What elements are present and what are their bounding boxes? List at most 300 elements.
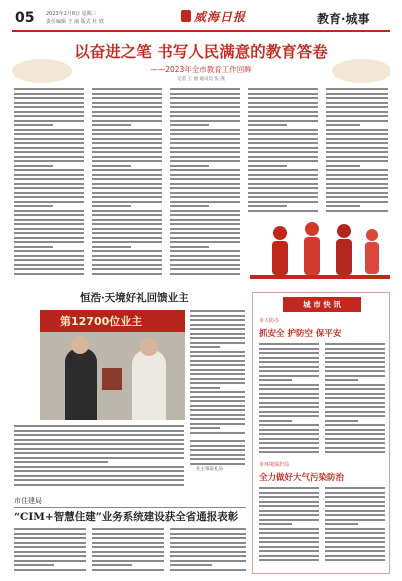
text-line bbox=[92, 178, 162, 180]
text-line bbox=[248, 88, 318, 90]
text-line bbox=[259, 438, 319, 440]
page-header bbox=[0, 0, 402, 36]
text-line bbox=[170, 205, 209, 207]
lead-decoration bbox=[12, 36, 390, 86]
text-line bbox=[326, 151, 388, 153]
city-news-title: 城 市 快 讯 bbox=[283, 297, 361, 312]
text-line bbox=[92, 537, 164, 539]
text-line bbox=[170, 237, 240, 239]
text-line bbox=[248, 174, 318, 176]
text-line bbox=[325, 546, 385, 548]
text-line bbox=[259, 375, 319, 377]
text-line bbox=[170, 183, 240, 185]
text-line bbox=[92, 210, 162, 212]
text-line bbox=[325, 442, 385, 444]
text-line bbox=[259, 415, 319, 417]
text-line bbox=[259, 352, 319, 354]
photo-banner bbox=[40, 310, 185, 332]
text-line bbox=[190, 360, 245, 362]
text-line bbox=[170, 569, 246, 571]
text-line bbox=[326, 93, 388, 95]
text-line bbox=[248, 133, 318, 135]
text-line bbox=[92, 555, 164, 557]
text-line bbox=[190, 400, 245, 402]
text-line bbox=[92, 201, 162, 203]
text-line bbox=[190, 346, 220, 348]
text-line bbox=[325, 379, 358, 381]
text-line bbox=[170, 546, 246, 548]
masthead-emblem-icon bbox=[181, 10, 191, 22]
text-line bbox=[190, 463, 245, 465]
text-line bbox=[170, 169, 240, 171]
feature-headline: 恒浩·天境好礼回馈业主 bbox=[80, 292, 189, 304]
text-line bbox=[14, 214, 84, 216]
text-line bbox=[190, 418, 245, 420]
bottom-headline: “CIM+智慧住建”业务系统建设获全省通报表彰 bbox=[14, 511, 239, 523]
text-line bbox=[92, 569, 164, 571]
text-line bbox=[170, 129, 240, 131]
text-line bbox=[14, 187, 84, 189]
text-line bbox=[325, 411, 385, 413]
text-line bbox=[170, 533, 246, 535]
text-line bbox=[14, 475, 184, 477]
city-news-item-body bbox=[259, 343, 319, 456]
lead-headline: 以奋进之笔 书写人民满意的教育答卷 bbox=[74, 42, 328, 61]
text-line bbox=[248, 147, 318, 149]
text-line bbox=[326, 129, 388, 131]
text-line bbox=[325, 424, 385, 426]
text-line bbox=[14, 183, 84, 185]
photo-gift-box bbox=[102, 368, 122, 390]
text-line bbox=[14, 250, 84, 252]
text-line bbox=[259, 505, 319, 507]
text-line bbox=[92, 241, 162, 243]
text-line bbox=[326, 147, 388, 149]
text-line bbox=[170, 560, 246, 562]
text-line bbox=[92, 174, 162, 176]
lead-column-2 bbox=[92, 88, 162, 277]
text-line bbox=[325, 510, 385, 512]
text-line bbox=[326, 120, 388, 122]
text-line bbox=[190, 355, 245, 357]
photo-person-left-head bbox=[71, 336, 89, 354]
text-line bbox=[248, 129, 318, 131]
date-line: 2023年2月8日 星期三 bbox=[46, 11, 97, 17]
text-line bbox=[259, 397, 319, 399]
text-line bbox=[326, 142, 388, 144]
text-line bbox=[325, 447, 385, 449]
text-line bbox=[170, 93, 240, 95]
text-line bbox=[190, 440, 245, 442]
text-line bbox=[170, 232, 240, 234]
text-line bbox=[14, 151, 84, 153]
text-line bbox=[248, 178, 318, 180]
text-line bbox=[326, 133, 388, 135]
text-line bbox=[325, 420, 358, 422]
text-line bbox=[325, 438, 385, 440]
text-line bbox=[190, 445, 245, 447]
text-line bbox=[170, 210, 240, 212]
text-line bbox=[259, 388, 319, 390]
text-line bbox=[325, 433, 385, 435]
text-line bbox=[259, 550, 319, 552]
text-line bbox=[259, 348, 319, 350]
text-line bbox=[170, 102, 240, 104]
text-line bbox=[92, 115, 162, 117]
text-line bbox=[325, 388, 385, 390]
text-line bbox=[325, 406, 385, 408]
text-line bbox=[14, 555, 86, 557]
text-line bbox=[170, 223, 240, 225]
city-news-item-headline: 全力做好大气污染防治 bbox=[259, 473, 345, 483]
text-line bbox=[92, 259, 162, 261]
text-line bbox=[14, 97, 84, 99]
text-line bbox=[14, 169, 84, 171]
text-line bbox=[92, 528, 164, 530]
text-line bbox=[170, 246, 209, 248]
text-line bbox=[248, 102, 318, 104]
text-line bbox=[326, 169, 388, 171]
text-line bbox=[92, 228, 162, 230]
text-line bbox=[14, 147, 84, 149]
text-line bbox=[326, 205, 360, 207]
text-line bbox=[14, 115, 84, 117]
text-line bbox=[190, 454, 245, 456]
header-rule bbox=[12, 30, 390, 32]
text-line bbox=[259, 402, 319, 404]
text-line bbox=[190, 409, 245, 411]
text-line bbox=[14, 430, 184, 432]
text-line bbox=[325, 402, 385, 404]
text-line bbox=[14, 133, 84, 135]
text-line bbox=[14, 466, 184, 468]
feature-column-2 bbox=[190, 440, 245, 467]
text-line bbox=[259, 370, 319, 372]
text-line bbox=[326, 138, 388, 140]
text-line bbox=[248, 151, 318, 153]
text-line bbox=[190, 319, 245, 321]
text-line bbox=[326, 174, 388, 176]
text-line bbox=[14, 165, 53, 167]
text-line bbox=[92, 560, 164, 562]
text-line bbox=[14, 434, 184, 436]
text-line bbox=[326, 192, 388, 194]
text-line bbox=[170, 106, 240, 108]
text-line bbox=[259, 361, 319, 363]
text-line bbox=[259, 429, 319, 431]
text-line bbox=[14, 160, 84, 162]
text-line bbox=[190, 324, 245, 326]
text-line bbox=[190, 427, 220, 429]
text-line bbox=[92, 111, 162, 113]
text-line bbox=[14, 192, 84, 194]
text-line bbox=[325, 343, 385, 345]
text-line bbox=[259, 406, 319, 408]
text-line bbox=[248, 142, 318, 144]
text-line bbox=[326, 183, 388, 185]
text-line bbox=[92, 147, 162, 149]
text-line bbox=[190, 387, 220, 389]
text-line bbox=[259, 393, 319, 395]
text-line bbox=[325, 514, 385, 516]
photo-person-right-head bbox=[140, 338, 158, 356]
text-line bbox=[14, 138, 84, 140]
text-line bbox=[190, 378, 245, 380]
text-line bbox=[259, 532, 319, 534]
text-line bbox=[190, 328, 245, 330]
city-news-item-body bbox=[325, 487, 385, 564]
text-line bbox=[325, 361, 385, 363]
text-line bbox=[14, 259, 84, 261]
photo-banner-text: 第12700位业主 bbox=[60, 315, 143, 328]
text-line bbox=[92, 255, 162, 257]
text-line bbox=[170, 219, 240, 221]
lead-column-3 bbox=[170, 88, 240, 277]
text-line bbox=[92, 205, 131, 207]
text-line bbox=[14, 551, 86, 553]
lead-byline: 记者 王 丽 通讯员 张 燕 bbox=[177, 77, 225, 82]
text-line bbox=[190, 414, 245, 416]
text-line bbox=[170, 160, 240, 162]
text-line bbox=[326, 124, 360, 126]
text-line bbox=[92, 546, 164, 548]
text-line bbox=[14, 528, 86, 530]
text-line bbox=[170, 264, 240, 266]
text-line bbox=[326, 210, 388, 212]
city-news-item-body bbox=[325, 343, 385, 456]
text-line bbox=[170, 542, 246, 544]
text-line bbox=[170, 111, 240, 113]
students-illustration bbox=[250, 215, 390, 287]
text-line bbox=[190, 364, 245, 366]
text-line bbox=[14, 156, 84, 158]
text-line bbox=[248, 106, 318, 108]
text-line bbox=[14, 443, 184, 445]
photo-person-right bbox=[132, 350, 166, 420]
text-line bbox=[190, 351, 245, 353]
text-line bbox=[190, 382, 245, 384]
city-news-item-source: 市人防办 bbox=[259, 318, 280, 324]
text-line bbox=[14, 111, 84, 113]
text-line bbox=[92, 183, 162, 185]
text-line bbox=[259, 546, 319, 548]
text-line bbox=[14, 196, 84, 198]
text-line bbox=[92, 156, 162, 158]
text-line bbox=[92, 97, 162, 99]
text-line bbox=[326, 106, 388, 108]
text-line bbox=[170, 259, 240, 261]
text-line bbox=[259, 514, 319, 516]
feature-photo bbox=[40, 310, 185, 420]
text-line bbox=[14, 174, 84, 176]
text-line bbox=[14, 569, 86, 571]
text-line bbox=[259, 501, 319, 503]
text-line bbox=[326, 111, 388, 113]
text-line bbox=[14, 461, 108, 463]
text-line bbox=[170, 241, 240, 243]
text-line bbox=[325, 397, 385, 399]
text-line bbox=[170, 196, 240, 198]
text-line bbox=[92, 214, 162, 216]
text-line bbox=[325, 393, 385, 395]
text-line bbox=[248, 115, 318, 117]
text-line bbox=[170, 214, 240, 216]
text-line bbox=[248, 205, 287, 207]
text-line bbox=[92, 246, 131, 248]
text-line bbox=[326, 165, 360, 167]
text-line bbox=[14, 237, 84, 239]
text-line bbox=[326, 156, 388, 158]
bottom-kicker: 市住建局 bbox=[14, 497, 42, 505]
text-line bbox=[14, 88, 84, 90]
text-line bbox=[248, 201, 318, 203]
text-line bbox=[325, 532, 385, 534]
text-line bbox=[92, 88, 162, 90]
text-line bbox=[248, 156, 318, 158]
text-line bbox=[14, 232, 84, 234]
text-line bbox=[14, 124, 53, 126]
text-line bbox=[259, 379, 292, 381]
text-line bbox=[248, 196, 318, 198]
text-line bbox=[248, 124, 287, 126]
feature-column-1 bbox=[190, 310, 245, 436]
text-line bbox=[14, 228, 84, 230]
text-line bbox=[259, 523, 292, 525]
text-line bbox=[170, 564, 212, 566]
lead-column-4 bbox=[248, 88, 318, 214]
text-line bbox=[259, 424, 319, 426]
text-line bbox=[190, 396, 245, 398]
city-news-item-source: 市环境保护局 bbox=[259, 462, 290, 468]
text-line bbox=[170, 97, 240, 99]
bottom-column-2 bbox=[92, 528, 164, 573]
text-line bbox=[170, 192, 240, 194]
bottom-column-1 bbox=[14, 528, 86, 573]
text-line bbox=[170, 201, 240, 203]
text-line bbox=[92, 196, 162, 198]
lead-subheadline: ——2023年全市教育工作回眸 bbox=[150, 65, 252, 74]
text-line bbox=[325, 375, 385, 377]
text-line bbox=[248, 97, 318, 99]
text-line bbox=[325, 451, 385, 453]
text-line bbox=[325, 559, 385, 561]
text-line bbox=[190, 373, 245, 375]
editor-line: 责任编辑 王 丽 版式 杜 欣 bbox=[46, 19, 104, 25]
text-line bbox=[14, 219, 84, 221]
bottom-column-3 bbox=[170, 528, 246, 573]
feature-column-3 bbox=[14, 425, 184, 488]
text-line bbox=[92, 250, 162, 252]
text-line bbox=[14, 273, 84, 275]
text-line bbox=[325, 384, 385, 386]
text-line bbox=[190, 369, 245, 371]
text-line bbox=[170, 178, 240, 180]
text-line bbox=[259, 510, 319, 512]
feature-photo-caption: 业主领取礼品 bbox=[196, 467, 223, 472]
text-line bbox=[92, 219, 162, 221]
text-line bbox=[92, 138, 162, 140]
text-line bbox=[92, 542, 164, 544]
text-line bbox=[14, 479, 184, 481]
text-line bbox=[248, 187, 318, 189]
text-line bbox=[92, 564, 132, 566]
text-line bbox=[170, 268, 240, 270]
text-line bbox=[170, 120, 240, 122]
text-line bbox=[170, 138, 240, 140]
text-line bbox=[259, 447, 319, 449]
text-line bbox=[190, 391, 245, 393]
text-line bbox=[170, 165, 209, 167]
text-line bbox=[92, 169, 162, 171]
text-line bbox=[325, 370, 385, 372]
text-line bbox=[259, 442, 319, 444]
text-line bbox=[170, 147, 240, 149]
text-line bbox=[92, 129, 162, 131]
text-line bbox=[259, 528, 319, 530]
text-line bbox=[14, 439, 184, 441]
text-line bbox=[248, 169, 318, 171]
text-line bbox=[259, 433, 319, 435]
text-line bbox=[92, 133, 162, 135]
text-line bbox=[92, 273, 162, 275]
text-line bbox=[14, 241, 84, 243]
text-line bbox=[326, 196, 388, 198]
text-line bbox=[14, 484, 184, 486]
text-line bbox=[325, 555, 385, 557]
text-line bbox=[170, 555, 246, 557]
text-line bbox=[170, 142, 240, 144]
city-news-item-body bbox=[259, 487, 319, 564]
text-line bbox=[248, 138, 318, 140]
text-line bbox=[92, 124, 131, 126]
text-line bbox=[190, 423, 245, 425]
text-line bbox=[325, 541, 385, 543]
text-line bbox=[14, 201, 84, 203]
text-line bbox=[14, 205, 53, 207]
text-line bbox=[92, 192, 162, 194]
text-line bbox=[259, 366, 319, 368]
text-line bbox=[259, 559, 319, 561]
text-line bbox=[14, 106, 84, 108]
text-line bbox=[92, 187, 162, 189]
text-line bbox=[14, 129, 84, 131]
text-line bbox=[170, 187, 240, 189]
text-line bbox=[14, 546, 86, 548]
text-line bbox=[325, 487, 385, 489]
text-line bbox=[259, 343, 319, 345]
text-line bbox=[326, 201, 388, 203]
text-line bbox=[325, 366, 385, 368]
text-line bbox=[14, 246, 53, 248]
page-number: 05 bbox=[15, 10, 35, 26]
text-line bbox=[14, 120, 84, 122]
text-line bbox=[92, 237, 162, 239]
text-line bbox=[92, 223, 162, 225]
text-line bbox=[14, 542, 86, 544]
section-title: 教育·城事 bbox=[317, 12, 370, 26]
text-line bbox=[14, 564, 54, 566]
masthead: 威海日报 bbox=[194, 10, 247, 24]
text-line bbox=[170, 537, 246, 539]
text-line bbox=[325, 415, 385, 417]
text-line bbox=[259, 420, 292, 422]
text-line bbox=[14, 448, 184, 450]
text-line bbox=[325, 348, 385, 350]
text-line bbox=[92, 160, 162, 162]
text-line bbox=[326, 187, 388, 189]
text-line bbox=[325, 429, 385, 431]
text-line bbox=[92, 551, 164, 553]
